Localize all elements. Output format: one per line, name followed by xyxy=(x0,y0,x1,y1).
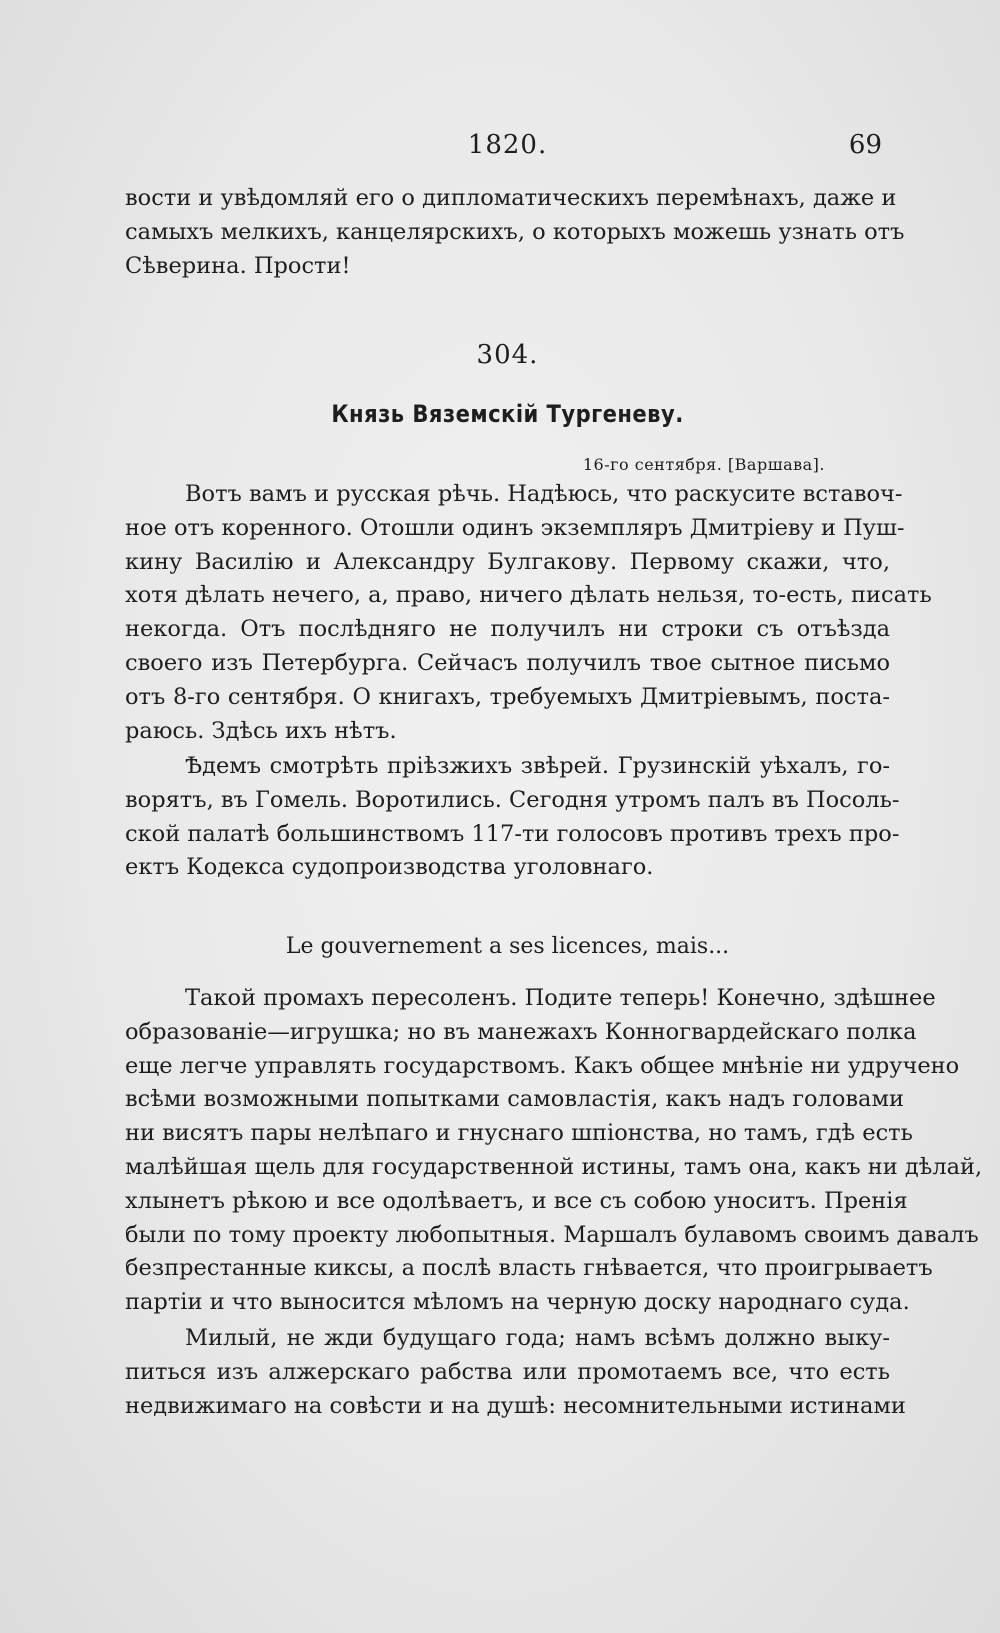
text-line: некогда. Отъ послѣдняго не получилъ ни строки съ отъѣзда xyxy=(125,616,890,643)
text-line: раюсь. Здѣсь ихъ нѣтъ. xyxy=(125,717,397,744)
text-line: ской палатѣ большинствомъ 117-ти голосовъ противъ трехъ про- xyxy=(125,820,900,847)
text-line: образованіе—игрушка; но въ манежахъ Конногвардейскаго полка xyxy=(125,1018,917,1045)
intro-paragraph xyxy=(125,182,905,283)
paragraph-4 xyxy=(125,1322,906,1423)
text-line: ное отъ коренного. Отошли одинъ экземпляръ Дмитріеву и Пуш- xyxy=(125,514,905,541)
letter-dateline: 16-го сентября. [Варшава]. xyxy=(582,455,825,474)
text-line: ни висятъ пары нелѣпаго и гнуснаго шпіонства, но тамъ, гдѣ есть xyxy=(125,1120,913,1147)
text-line: самыхъ мелкихъ, канцелярскихъ, о которыхъ можешь узнать отъ xyxy=(125,218,905,245)
running-header-year: 1820. xyxy=(467,130,548,160)
running-header xyxy=(125,130,890,170)
text-line: недвижимаго на совѣсти и на душѣ: несомнительными истинами xyxy=(125,1392,906,1419)
text-line: вости и увѣдомляй его о дипломатическихъ перемѣнахъ, даже и xyxy=(125,185,897,211)
page-number: 69 xyxy=(848,130,882,160)
text-line: были по тому проекту любопытныя. Маршалъ булавомъ своимъ давалъ xyxy=(125,1221,979,1248)
text-line: Такой промахъ пересоленъ. Подите теперь! Конечно, здѣшнее xyxy=(185,985,936,1011)
text-line: хотя дѣлать нечего, а, право, ничего дѣлать нельзя, то-есть, писать xyxy=(125,582,932,609)
text-line: безпрестанные киксы, а послѣ власть гнѣвается, что проигрываетъ xyxy=(125,1255,933,1282)
text-line: хлынетъ рѣкою и все одолѣваетъ, и все съ собою уноситъ. Пренія xyxy=(125,1187,908,1214)
text-line: всѣми возможными попытками самовластія, какъ надъ головами xyxy=(125,1086,904,1113)
letter-title: Князь Вяземскій Тургеневу. xyxy=(331,400,684,428)
french-quote: Le gouvernement a ses licences, mais... xyxy=(285,934,730,959)
text-line: ворятъ, въ Гомель. Воротились. Сегодня утромъ палъ въ Посоль- xyxy=(125,786,900,813)
text-line: ектъ Кодекса судопроизводства уголовнаго. xyxy=(125,854,654,881)
paragraph-3 xyxy=(125,982,983,1320)
paragraph-2 xyxy=(125,750,900,885)
text-line: еще легче управлять государствомъ. Какъ общее мнѣніе ни удручено xyxy=(125,1052,960,1079)
text-line: Сѣверина. Прости! xyxy=(125,252,351,279)
text-line: своего изъ Петербурга. Сейчасъ получилъ твое сытное письмо xyxy=(125,649,890,676)
text-line: кину Василію и Александру Булгакову. Первому скажи, что, xyxy=(125,548,890,575)
text-line: малѣйшая щель для государственной истины, тамъ она, какъ ни дѣлай, xyxy=(125,1153,983,1180)
text-line: партіи и что выносится мѣломъ на черную доску народнаго суда. xyxy=(125,1289,910,1316)
text-line: Милый, не жди будущаго года; намъ всѣмъ должно выку- xyxy=(185,1325,890,1351)
text-line: питься изъ алжерскаго рабства или промотаемъ все, что есть xyxy=(125,1358,890,1385)
text-line: отъ 8-го сентября. О книгахъ, требуемыхъ Дмитріевымъ, поста- xyxy=(125,683,890,710)
text-line: Вотъ вамъ и русская рѣчь. Надѣюсь, что раскусите вставоч- xyxy=(185,481,903,507)
letter-number: 304. xyxy=(476,340,539,370)
text-line: Ѣдемъ смотрѣть пріѣзжихъ звѣрей. Грузинскій уѣхалъ, го- xyxy=(185,753,890,779)
paragraph-1 xyxy=(125,478,932,748)
